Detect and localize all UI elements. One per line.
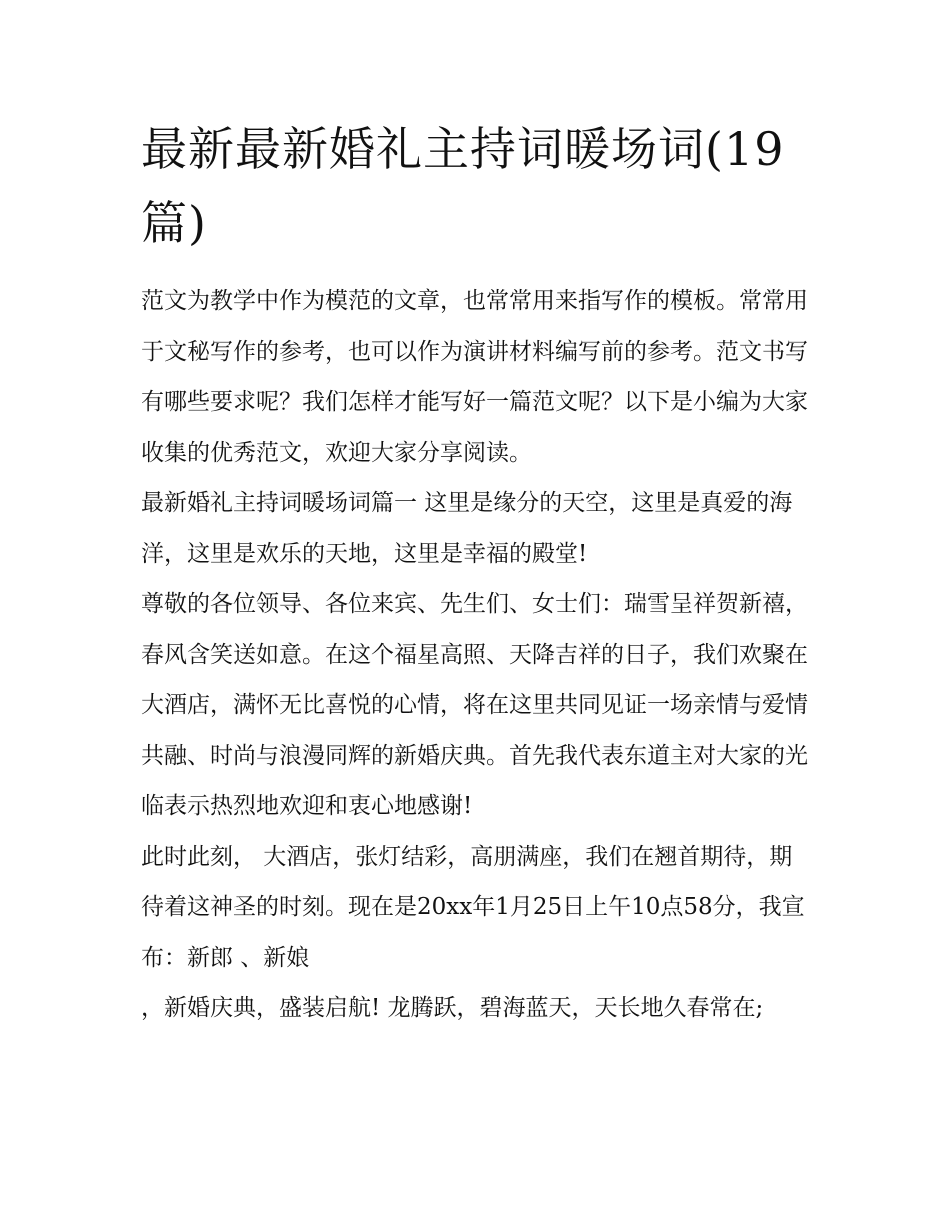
paragraph-ceremony: ，新婚庆典，盛装启航! 龙腾跃，碧海蓝天，天长地久春常在; [141, 995, 764, 1021]
paragraph-announcement: 此时此刻， 大酒店，张灯结彩，高朋满座，我们在翘首期待，期待着这神圣的时刻。现在是20xx年1月25日上午10点58分，我宣布：新郎 、新娘 [141, 843, 805, 971]
document-content [141, 112, 813, 1034]
paragraph-opening: 最新婚礼主持词暖场词篇一 这里是缘分的天空，这里是真爱的海洋，这里是欢乐的天地，这里是幸福的殿堂! [141, 490, 793, 567]
paragraph-welcome: 大酒店，满怀无比喜悦的心情，将在这里共同见证一场亲情与爱情共融、时尚与浪漫同辉的新婚庆典。首先我代表东道主对大家的光临表示热烈地欢迎和衷心地感谢! [141, 692, 808, 819]
document-body [141, 276, 813, 1034]
paragraph-intro: 范文为教学中作为模范的文章，也常常用来指写作的模板。常常用于文秘写作的参考，也可以作为演讲材料编写前的参考。范文书写有哪些要求呢？我们怎样才能写好一篇范文呢？以下是小编为大家收集的优秀范文，欢迎大家分享阅读。 [141, 288, 808, 466]
document-title: 最新最新婚礼主持词暖场词(19篇) [141, 122, 785, 250]
paragraph-greeting: 尊敬的各位领导、各位来宾、先生们、女士们：瑞雪呈祥贺新禧，春风含笑送如意。在这个福星高照、天降吉祥的日子，我们欢聚在 [141, 591, 808, 668]
